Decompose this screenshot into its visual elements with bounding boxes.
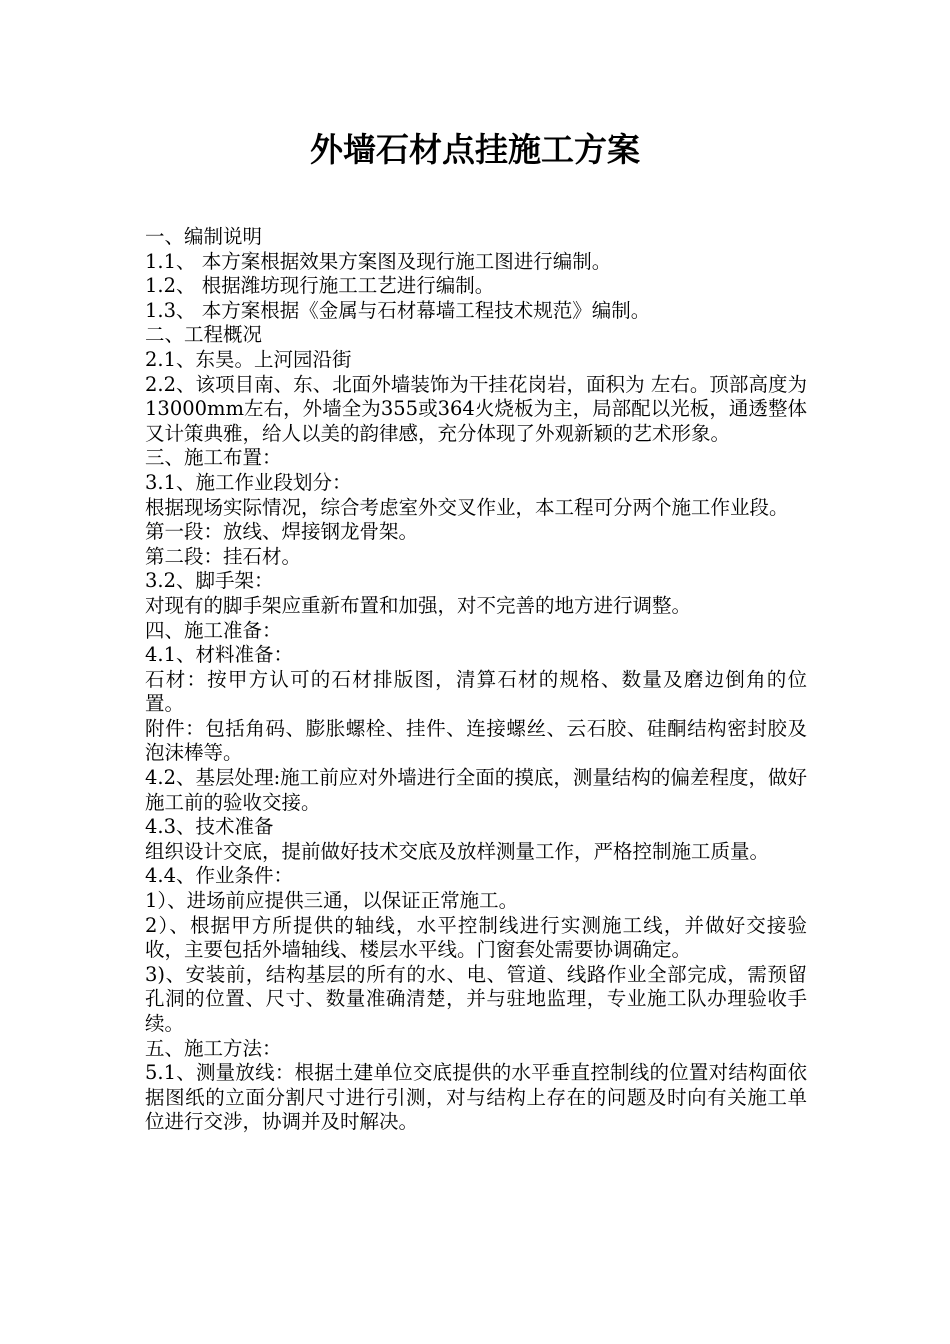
paragraph: 1.2、 根据潍坊现行施工工艺进行编制。 xyxy=(145,274,495,298)
paragraph: 5.1、测量放线：根据土建单位交底提供的水平垂直控制线的位置对结构面依据图纸的立面分割尺寸进行引测，对与结构上存在的问题及时向有关施工单位进行交涉，协调并及时解决。 xyxy=(145,1061,807,1134)
section-heading: 一、编制说明 xyxy=(145,225,263,248)
section-heading: 四、施工准备： xyxy=(145,618,282,642)
paragraph: 2）、根据甲方所提供的轴线，水平控制线进行实测施工线，并做好交接验收，主要包括外墙轴线、楼层水平线。门窗套处需要协调确定。 xyxy=(145,913,807,962)
paragraph: 3.2、脚手架： xyxy=(145,569,274,593)
paragraph: 对现有的脚手架应重新布置和加强，对不完善的地方进行调整。 xyxy=(145,593,692,617)
paragraph: 2.1、东昊。上河园沿街 xyxy=(145,347,352,371)
paragraph: 4.1、材料准备： xyxy=(145,643,294,667)
paragraph: 石材：按甲方认可的石材排版图，清算石材的规格、数量及磨边倒角的位置。 xyxy=(145,667,807,716)
paragraph: 3)、安装前，结构基层的所有的水、电、管道、线路作业全部完成，需预留孔洞的位置、尺寸、数量准确清楚，并与驻地监理，专业施工队办理验收手续。 xyxy=(145,962,807,1035)
paragraph: 组织设计交底，提前做好技术交底及放样测量工作，严格控制施工质量。 xyxy=(145,839,770,863)
document-title: 外墙石材点挂施工方案 xyxy=(310,130,640,169)
paragraph: 2.2、该项目南、东、北面外墙装饰为干挂花岗岩，面积为 左右。顶部高度为13000mm左右，外墙全为355或364火烧板为主，局部配以光板，通透整体又计策典雅，给人以美的韵律感，充分体现了外观新颖的艺术形象。 xyxy=(145,372,807,445)
paragraph: 根据现场实际情况，综合考虑室外交叉作业，本工程可分两个施工作业段。 xyxy=(145,495,789,519)
paragraph: 4.2、基层处理:施工前应对外墙进行全面的摸底，测量结构的偏差程度，做好施工前的验收交接。 xyxy=(145,766,807,814)
paragraph: 3.1、施工作业段划分： xyxy=(145,470,352,494)
section-heading: 五、施工方法： xyxy=(145,1036,282,1060)
paragraph: 1.3、 本方案根据《金属与石材幕墙工程技术规范》编制。 xyxy=(145,298,651,322)
paragraph: 第二段：挂石材。 xyxy=(145,544,302,568)
paragraph: 4.4、作业条件： xyxy=(145,864,294,888)
paragraph: 4.3、技术准备 xyxy=(145,815,274,839)
paragraph: 1.1、 本方案根据效果方案图及现行施工图进行编制。 xyxy=(145,249,612,273)
paragraph: 1）、进场前应提供三通，以保证正常施工。 xyxy=(145,889,519,913)
paragraph: 附件：包括角码、膨胀螺栓、挂件、连接螺丝、云石胶、硅酮结构密封胶及泡沫棒等。 xyxy=(145,716,807,765)
section-heading: 二、工程概况 xyxy=(145,323,263,347)
document-body xyxy=(145,225,807,1135)
paragraph: 第一段：放线、焊接钢龙骨架。 xyxy=(145,520,419,544)
section-heading: 三、施工布置： xyxy=(145,446,282,470)
